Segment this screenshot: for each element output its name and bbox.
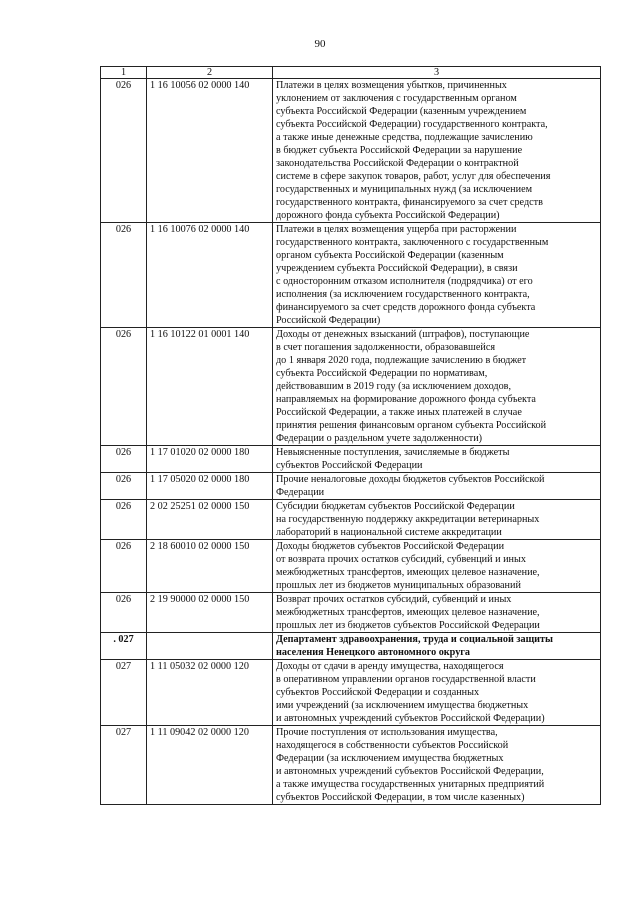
description-cell: Прочие поступления от использования имущества, находящегося в собственности субъектов Российской Федерации (за исключением имущества бюджетных и автономных учреждений субъектов Российской Федерации, а также имущества государственных унитарных предприятий субъектов Российской Федерации, в том числе казенных) xyxy=(273,726,601,805)
budget-code-cell: 1 11 09042 02 0000 120 xyxy=(147,726,273,805)
budget-code-cell: 1 16 10076 02 0000 140 xyxy=(147,223,273,328)
description-cell: Невыясненные поступления, зачисляемые в бюджеты субъектов Российской Федерации xyxy=(273,446,601,473)
table-header-row xyxy=(101,67,601,79)
table-row xyxy=(101,79,601,223)
budget-code-cell xyxy=(147,633,273,660)
budget-code-cell: 2 18 60010 02 0000 150 xyxy=(147,540,273,593)
budget-code-cell: 2 19 90000 02 0000 150 xyxy=(147,593,273,633)
description-cell: Департамент здравоохранения, труда и социальной защиты населения Ненецкого автономного округа xyxy=(273,633,601,660)
admin-code-cell: 026 xyxy=(101,500,147,540)
admin-code-cell: 026 xyxy=(101,593,147,633)
admin-code-cell: 026 xyxy=(101,328,147,446)
admin-code-cell: 026 xyxy=(101,473,147,500)
description-cell: Платежи в целях возмещения ущерба при расторжении государственного контракта, заключенного с государственным органом субъекта Российской Федерации (казенным учреждением субъекта Российской Федерации), в связи с односторонним отказом исполнителя (подрядчика) от его исполнения (за исключением государственного контракта, финансируемого за счет средств дорожного фонда субъекта Российской Федерации) xyxy=(273,223,601,328)
description-cell: Субсидии бюджетам субъектов Российской Федерации на государственную поддержку аккредитации ветеринарных лабораторий в национальной системе аккредитации xyxy=(273,500,601,540)
table-row xyxy=(101,540,601,593)
page-number: 90 xyxy=(314,38,326,50)
revenue-classification-table xyxy=(100,66,601,805)
budget-code-cell: 1 16 10056 02 0000 140 xyxy=(147,79,273,223)
table-row xyxy=(101,446,601,473)
section-header-row xyxy=(101,633,601,660)
column-header-budget-code: 2 xyxy=(147,67,273,79)
admin-code-cell: 026 xyxy=(101,446,147,473)
description-cell: Доходы бюджетов субъектов Российской Федерации от возврата прочих остатков субсидий, субвенций и иных межбюджетных трансфертов, имеющих целевое назначение, прошлых лет из бюджетов муниципальных образований xyxy=(273,540,601,593)
description-cell: Платежи в целях возмещения убытков, причиненных уклонением от заключения с государственным органом субъекта Российской Федерации (казенным учреждением субъекта Российской Федерации) государственного контракта, а также иные денежные средства, подлежащие зачислению в бюджет субъекта Российской Федерации за нарушение законодательства Российской Федерации о контрактной системе в сфере закупок товаров, работ, услуг для обеспечения государственных и муниципальных нужд (за исключением государственного контракта, финансируемого за счет средств дорожного фонда субъекта Российской Федерации) xyxy=(273,79,601,223)
admin-code-cell: 026 xyxy=(101,79,147,223)
table-row xyxy=(101,593,601,633)
table-row xyxy=(101,328,601,446)
table-row xyxy=(101,223,601,328)
budget-code-cell: 1 17 05020 02 0000 180 xyxy=(147,473,273,500)
budget-code-cell: 2 02 25251 02 0000 150 xyxy=(147,500,273,540)
budget-code-cell: 1 11 05032 02 0000 120 xyxy=(147,660,273,726)
admin-code-cell: 027 xyxy=(101,726,147,805)
description-cell: Возврат прочих остатков субсидий, субвенций и иных межбюджетных трансфертов, имеющих целевое назначение, прошлых лет из бюджетов субъектов Российской Федерации xyxy=(273,593,601,633)
column-header-description: 3 xyxy=(273,67,601,79)
column-header-admin-code: 1 xyxy=(101,67,147,79)
table-row xyxy=(101,660,601,726)
description-cell: Прочие неналоговые доходы бюджетов субъектов Российской Федерации xyxy=(273,473,601,500)
admin-code-cell: 026 xyxy=(101,223,147,328)
budget-code-cell: 1 17 01020 02 0000 180 xyxy=(147,446,273,473)
table-row xyxy=(101,500,601,540)
admin-code-cell: 027 xyxy=(101,660,147,726)
table-row xyxy=(101,726,601,805)
admin-code-cell: . 027 xyxy=(101,633,147,660)
table-row xyxy=(101,473,601,500)
admin-code-cell: 026 xyxy=(101,540,147,593)
description-cell: Доходы от денежных взысканий (штрафов), поступающие в счет погашения задолженности, образовавшейся до 1 января 2020 года, подлежащие зачислению в бюджет субъекта Российской Федерации по нормативам, действовавшим в 2019 году (за исключением доходов, направляемых на формирование дорожного фонда субъекта Российской Федерации, а также иных платежей в случае принятия решения финансовым органом субъекта Российской Федерации о раздельном учете задолженности) xyxy=(273,328,601,446)
description-cell: Доходы от сдачи в аренду имущества, находящегося в оперативном управлении органов государственной власти субъектов Российской Федерации и созданных ими учреждений (за исключением имущества бюджетных и автономных учреждений субъектов Российской Федерации) xyxy=(273,660,601,726)
budget-code-cell: 1 16 10122 01 0001 140 xyxy=(147,328,273,446)
